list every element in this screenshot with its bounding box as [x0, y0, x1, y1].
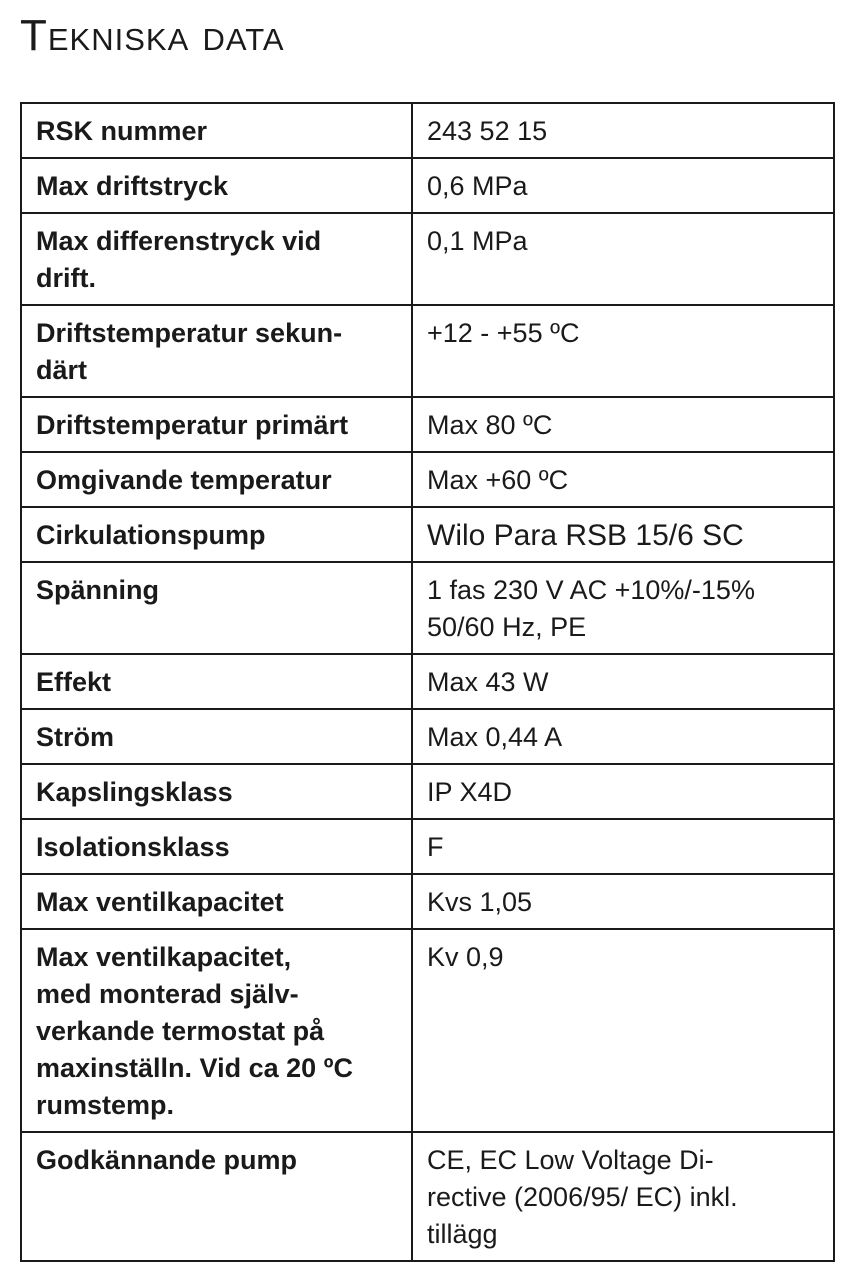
- spec-value: Wilo Para RSB 15/6 SC: [427, 519, 744, 552]
- spec-value: Max 0,44 A: [427, 722, 563, 752]
- spec-label: Max ventilkapacitet: [36, 887, 284, 917]
- spec-value-cell: [412, 819, 834, 874]
- table-row: [21, 103, 834, 158]
- spec-label: därt: [36, 355, 88, 385]
- spec-value: tillägg: [427, 1219, 498, 1249]
- table-row: [21, 213, 834, 305]
- spec-label: Cirkulationspump: [36, 520, 266, 550]
- spec-label: Spänning: [36, 575, 159, 605]
- spec-label: Driftstemperatur primärt: [36, 410, 349, 440]
- spec-value-cell: [412, 452, 834, 507]
- spec-label-cell: [21, 562, 412, 654]
- table-row: [21, 764, 834, 819]
- spec-value: rective (2006/95/ EC) inkl.: [427, 1182, 738, 1212]
- table-row: [21, 562, 834, 654]
- spec-label: Isolationsklass: [36, 832, 230, 862]
- spec-label: med monterad själv-: [36, 979, 299, 1009]
- spec-label: Omgivande temperatur: [36, 465, 332, 495]
- spec-value: 50/60 Hz, PE: [427, 612, 587, 642]
- spec-label-cell: [21, 507, 412, 562]
- spec-value-cell: [412, 1132, 834, 1261]
- spec-value-cell: [412, 709, 834, 764]
- table-row: [21, 1132, 834, 1261]
- spec-label-cell: [21, 452, 412, 507]
- spec-label-cell: [21, 874, 412, 929]
- spec-value-cell: [412, 654, 834, 709]
- spec-label-cell: [21, 397, 412, 452]
- spec-label: Godkännande pump: [36, 1145, 298, 1175]
- spec-label-cell: [21, 819, 412, 874]
- spec-label: RSK nummer: [36, 116, 208, 146]
- spec-value-cell: [412, 103, 834, 158]
- spec-label-cell: [21, 654, 412, 709]
- spec-value: Max 80 ºC: [427, 410, 553, 440]
- spec-value: F: [427, 832, 444, 862]
- spec-label-cell: [21, 1132, 412, 1261]
- spec-label-cell: [21, 929, 412, 1132]
- spec-label-cell: [21, 103, 412, 158]
- page-title: Tekniska data: [20, 11, 285, 60]
- spec-label: Ström: [36, 722, 115, 752]
- spec-label-cell: [21, 305, 412, 397]
- spec-value: Max +60 ºC: [427, 465, 569, 495]
- spec-value: +12 - +55 ºC: [427, 318, 580, 348]
- spec-value: 0,1 MPa: [427, 226, 528, 256]
- spec-value: CE, EC Low Voltage Di-: [427, 1145, 714, 1175]
- spec-value-cell: [412, 507, 834, 562]
- spec-value: Kvs 1,05: [427, 887, 533, 917]
- spec-label: Kapslingsklass: [36, 777, 233, 807]
- table-row: [21, 709, 834, 764]
- table-row: [21, 874, 834, 929]
- spec-value: Kv 0,9: [427, 942, 504, 972]
- spec-label: Max differenstryck vid: [36, 226, 322, 256]
- spec-value-cell: [412, 764, 834, 819]
- spec-value: Max 43 W: [427, 667, 549, 697]
- spec-value-cell: [412, 874, 834, 929]
- table-row: [21, 654, 834, 709]
- spec-value: 1 fas 230 V AC +10%/-15%: [427, 575, 755, 605]
- spec-label: Effekt: [36, 667, 112, 697]
- table-row: [21, 819, 834, 874]
- technical-data-table: [20, 102, 835, 1262]
- technical-data-table-body: [21, 103, 834, 1261]
- spec-label: Max driftstryck: [36, 171, 229, 201]
- spec-label-cell: [21, 709, 412, 764]
- spec-label-cell: [21, 158, 412, 213]
- spec-label-cell: [21, 764, 412, 819]
- spec-label: Driftstemperatur sekun-: [36, 318, 343, 348]
- spec-value-cell: [412, 929, 834, 1132]
- spec-value: 0,6 MPa: [427, 171, 528, 201]
- table-row: [21, 929, 834, 1132]
- spec-label: Max ventilkapacitet,: [36, 942, 292, 972]
- spec-label-cell: [21, 213, 412, 305]
- table-row: [21, 397, 834, 452]
- spec-value-cell: [412, 397, 834, 452]
- spec-value-cell: [412, 213, 834, 305]
- spec-value: IP X4D: [427, 777, 513, 807]
- spec-label: drift.: [36, 263, 96, 293]
- table-row: [21, 452, 834, 507]
- table-row: [21, 507, 834, 562]
- spec-label: rumstemp.: [36, 1090, 175, 1120]
- spec-value-cell: [412, 158, 834, 213]
- spec-label: maxinställn. Vid ca 20 ºC: [36, 1053, 353, 1083]
- spec-value-cell: [412, 305, 834, 397]
- spec-value-cell: [412, 562, 834, 654]
- table-row: [21, 305, 834, 397]
- table-row: [21, 158, 834, 213]
- spec-label: verkande termostat på: [36, 1016, 325, 1046]
- spec-value: 243 52 15: [427, 116, 548, 146]
